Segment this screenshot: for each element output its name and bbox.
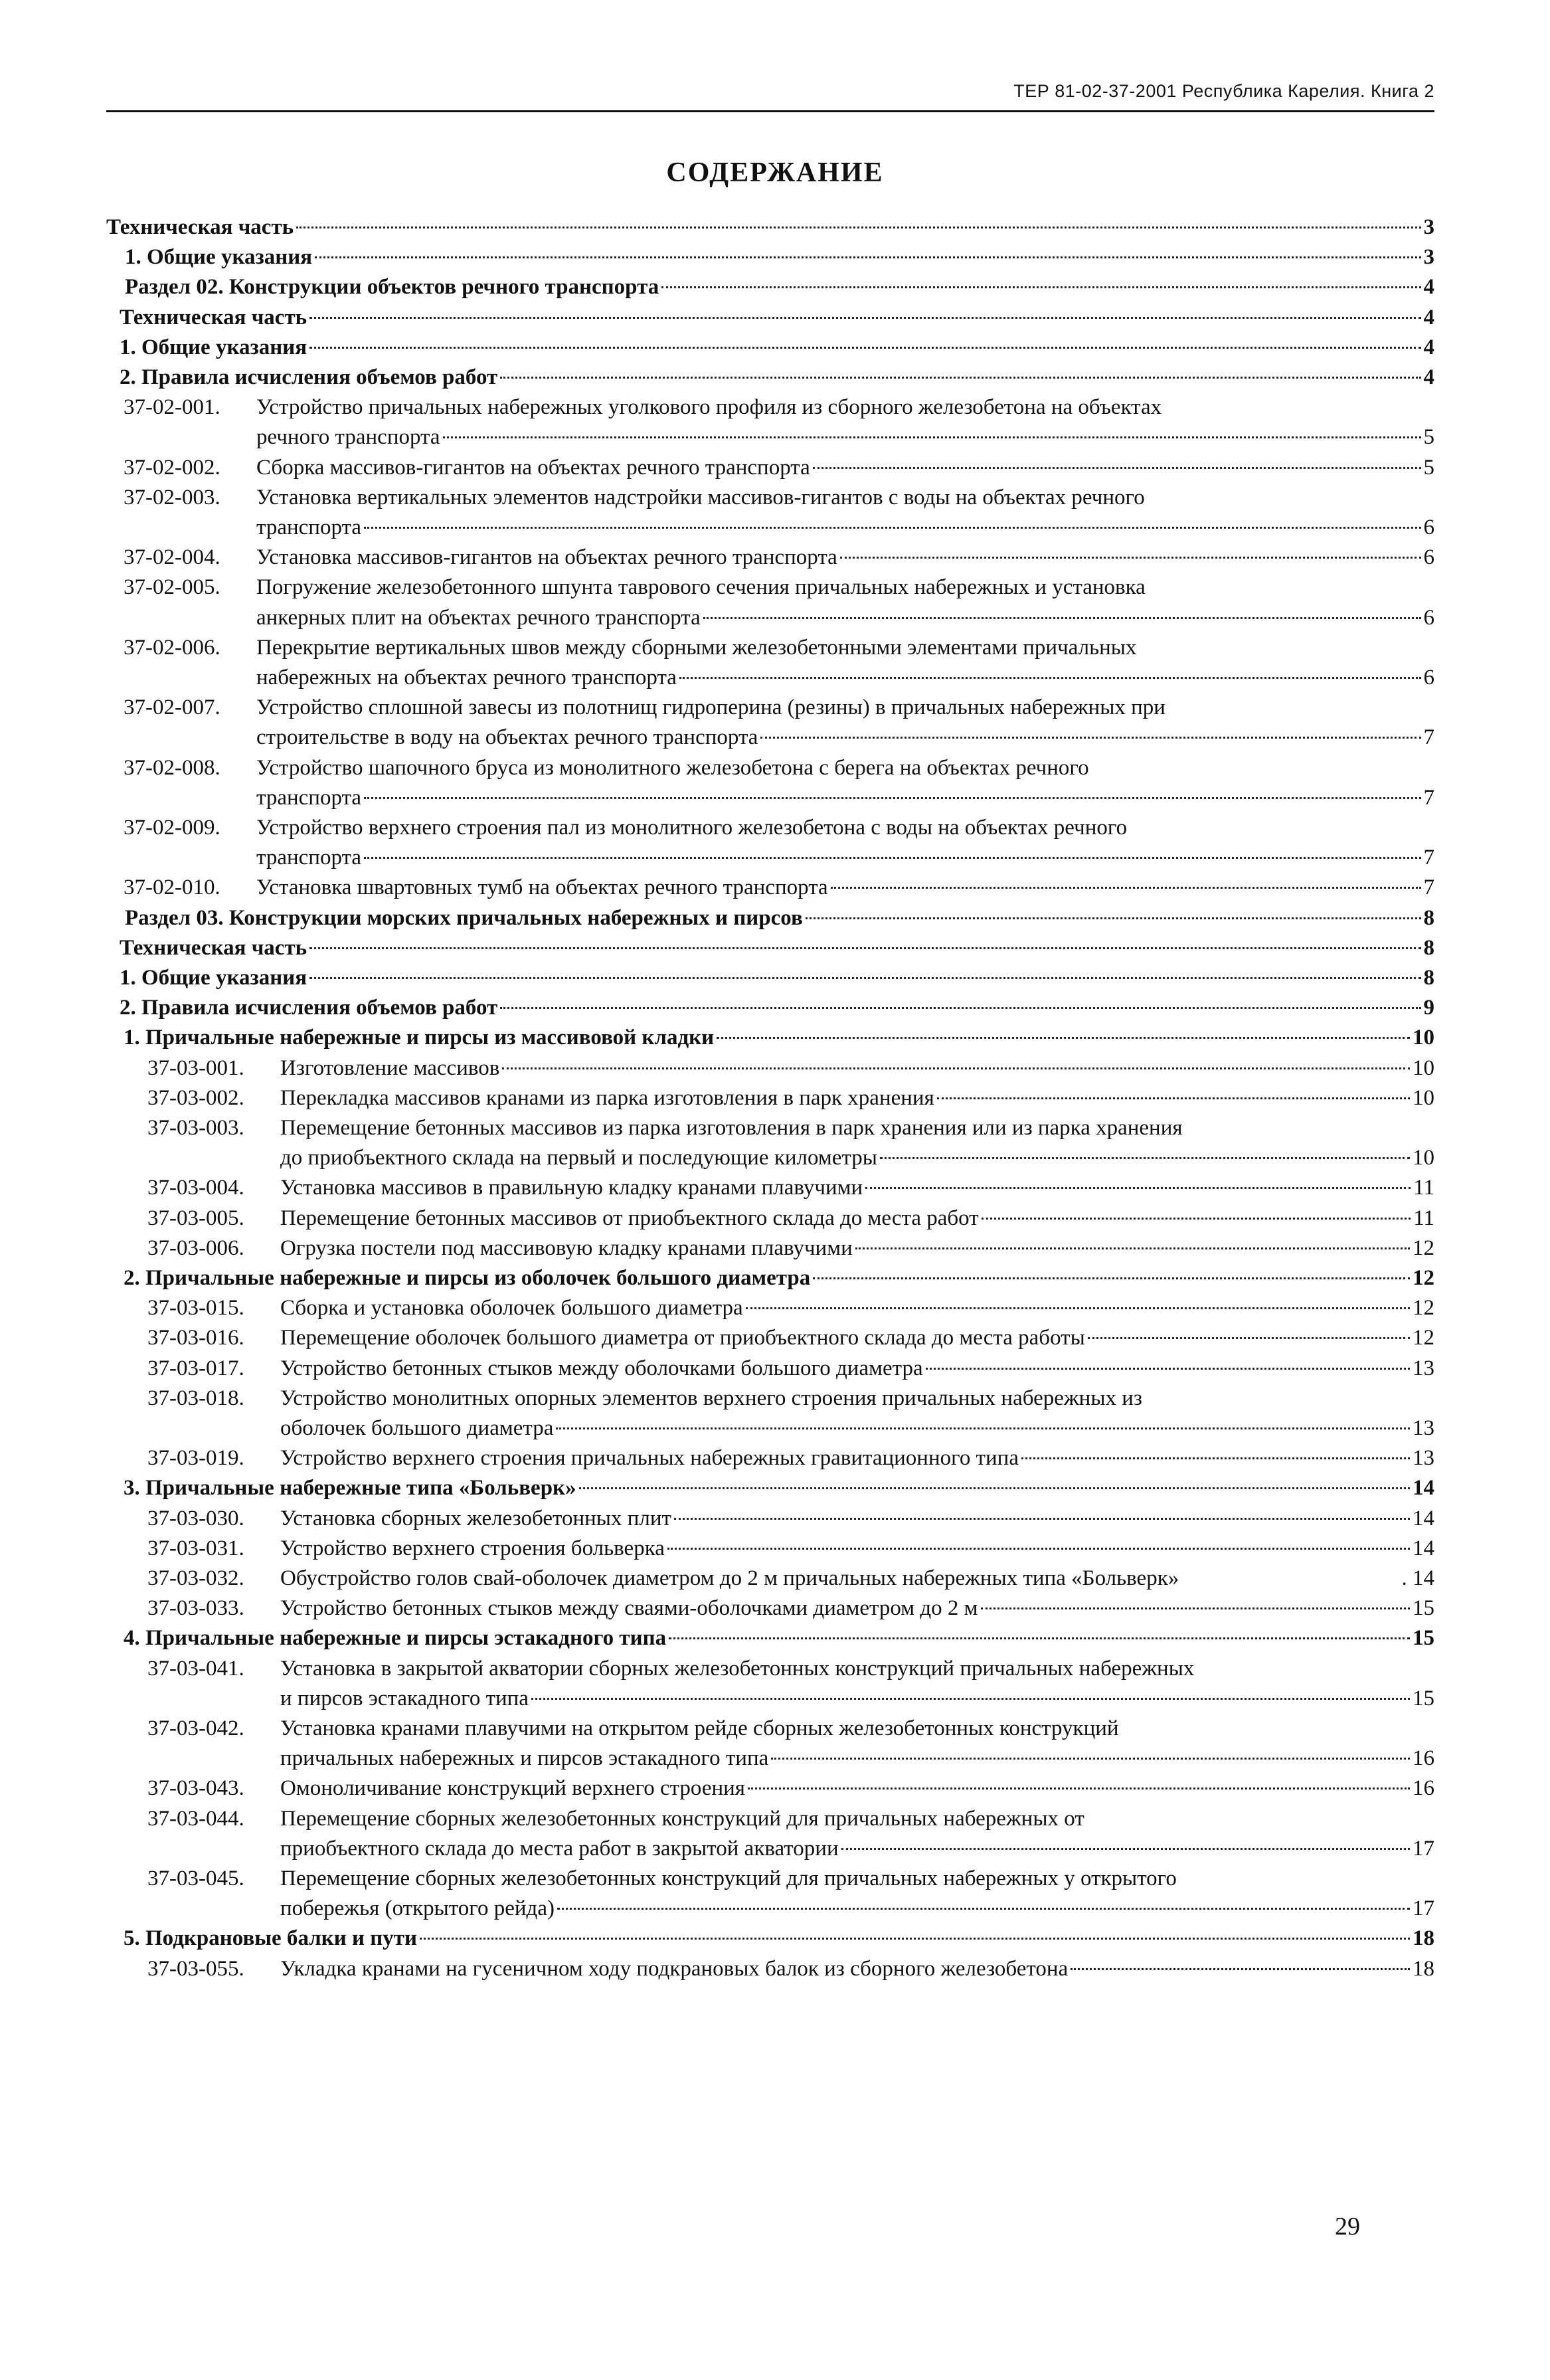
toc-item-title: Изготовление массивов: [280, 1056, 500, 1080]
toc-item-title: транспорта: [256, 515, 361, 539]
dot-leader: [661, 286, 1421, 288]
dot-leader: [579, 1487, 1410, 1489]
toc-item[interactable]: [147, 1714, 1119, 1744]
toc-item-code: 37-02-008.: [124, 756, 220, 780]
toc-item-title: побережья (открытого рейда): [280, 1896, 555, 1920]
toc-item-title: 1. Общие указания: [125, 245, 313, 269]
dot-leader: [309, 347, 1421, 349]
toc-item-title: Техническая часть: [120, 306, 307, 329]
dot-leader: [667, 1548, 1410, 1550]
dot-leader: [500, 377, 1421, 379]
toc-page-number: 16: [1413, 1746, 1434, 1770]
toc-item-title: Огрузка постели под массивовую кладку кранами плавучими: [280, 1236, 853, 1260]
toc-item-title: Укладка кранами на гусеничном ходу подкрановых балок из сборного железобетона: [280, 1957, 1069, 1981]
toc-heading[interactable]: [124, 1023, 1434, 1053]
toc-item[interactable]: [124, 873, 1434, 903]
dot-leader: [865, 1187, 1411, 1189]
toc-heading[interactable]: [106, 213, 1434, 242]
toc-item-title: 2. Причальные набережные и пирсы из оболочек большого диаметра: [124, 1266, 811, 1290]
dot-leader: [364, 797, 1421, 799]
toc-item-title: причальных набережных и пирсов эстакадного типа: [280, 1746, 769, 1770]
page-title: СОДЕРЖАНИЕ: [666, 157, 884, 188]
toc-page-number: . 14: [1401, 1566, 1434, 1590]
toc-page-number: 5: [1423, 456, 1434, 480]
toc-page-number: 8: [1423, 936, 1434, 960]
toc-page-number: 13: [1413, 1446, 1434, 1470]
dot-leader: [760, 737, 1421, 739]
dot-leader: [364, 527, 1421, 529]
toc-item-title: 3. Причальные набережные типа «Больверк»: [124, 1476, 576, 1500]
toc-heading[interactable]: [124, 1924, 1434, 1954]
toc-item-code: 37-02-009.: [124, 816, 220, 840]
toc-item-title: до приобъектного склада на первый и последующие километры: [280, 1146, 877, 1170]
toc-page-number: 4: [1423, 275, 1434, 299]
toc-item-title: Перемещение оболочек большого диаметра от приобъектного склада до места работы: [280, 1326, 1085, 1350]
dot-leader: [746, 1307, 1410, 1309]
toc-page-number: 14: [1413, 1476, 1434, 1500]
toc-page-number: 6: [1423, 606, 1434, 630]
dot-leader: [813, 467, 1421, 469]
toc-item-code: 37-03-055.: [147, 1957, 244, 1981]
toc-item[interactable]: [147, 1564, 1434, 1594]
header-text: ТЕР 81-02-37-2001 Республика Карелия. Книга 2: [1013, 81, 1434, 101]
toc-page-number: 4: [1423, 335, 1434, 359]
toc-item[interactable]: [256, 783, 1434, 813]
toc-item-title: Перекладка массивов кранами из парка изготовления в парк хранения: [280, 1086, 934, 1110]
toc-item-title: Установка вертикальных элементов надстройки массивов-гигантов с воды на объектах речного: [256, 486, 1145, 509]
toc-item-code: 37-02-007.: [124, 695, 220, 719]
toc-item-title: Устройство причальных набережных уголкового профиля из сборного железобетона на объектах: [256, 395, 1162, 419]
toc-item[interactable]: [147, 1864, 1177, 1894]
toc-page-number: 12: [1413, 1296, 1434, 1320]
dot-leader: [443, 436, 1421, 438]
toc-page-number: 6: [1423, 515, 1434, 539]
dot-leader: [813, 1277, 1410, 1279]
toc-item-title: Сборка и установка оболочек большого диаметра: [280, 1296, 743, 1320]
toc-page-number: 7: [1423, 875, 1434, 899]
toc-page-number: 11: [1413, 1176, 1434, 1200]
toc-heading[interactable]: [124, 1473, 1434, 1503]
dot-leader: [500, 1007, 1421, 1009]
toc-item[interactable]: [124, 393, 1162, 422]
toc-item-title: 5. Подкрановые балки и пути: [124, 1926, 418, 1950]
toc-item-title: Устройство верхнего строения причальных набережных гравитационного типа: [280, 1446, 1019, 1470]
toc-page-number: 11: [1413, 1206, 1434, 1230]
toc-item-code: 37-03-033.: [147, 1596, 244, 1620]
toc-item[interactable]: [147, 1954, 1434, 1984]
toc-item[interactable]: [256, 843, 1434, 873]
dot-leader: [806, 917, 1421, 919]
toc-item[interactable]: [256, 723, 1434, 753]
toc-item-title: Сборка массивов-гигантов на объектах речного транспорта: [256, 456, 810, 480]
toc-heading[interactable]: [125, 242, 1434, 272]
dot-leader: [309, 977, 1421, 979]
toc-heading[interactable]: [120, 333, 1434, 363]
toc-item-title: Устройство верхнего строения больверка: [280, 1536, 665, 1560]
dot-leader: [1021, 1457, 1410, 1459]
toc-item-title: транспорта: [256, 786, 361, 810]
dot-leader: [309, 947, 1421, 949]
toc-item-title: Установка кранами плавучими на открытом рейде сборных железобетонных конструкций: [280, 1716, 1119, 1740]
toc-item-code: 37-02-003.: [124, 486, 220, 509]
toc-page-number: 16: [1413, 1776, 1434, 1800]
toc-item-code: 37-03-019.: [147, 1446, 244, 1470]
toc-page-number: 7: [1423, 786, 1434, 810]
toc-page-number: 18: [1413, 1926, 1434, 1950]
toc-item-title: 1. Причальные набережные и пирсы из массивовой кладки: [124, 1026, 715, 1050]
toc-item-title: Техническая часть: [106, 215, 294, 239]
toc-item-title: Перемещение сборных железобетонных конструкций для причальных набережных у открытого: [280, 1867, 1177, 1890]
dot-leader: [1088, 1337, 1410, 1339]
toc-item-title: Перекрытие вертикальных швов между сборными железобетонными элементами причальных: [256, 636, 1137, 660]
toc-page-number: 8: [1423, 966, 1434, 990]
toc-item[interactable]: [280, 1414, 1434, 1443]
toc-heading[interactable]: [120, 993, 1434, 1023]
toc-item-code: 37-02-006.: [124, 636, 220, 660]
toc-page-number: 12: [1413, 1326, 1434, 1350]
toc-item-title: анкерных плит на объектах речного транспорта: [256, 606, 701, 630]
toc-item-code: 37-02-005.: [124, 575, 220, 599]
toc-item-title: Устройство верхнего строения пал из монолитного железобетона с воды на объектах речного: [256, 816, 1128, 840]
toc-item[interactable]: [147, 1804, 1084, 1834]
toc-item[interactable]: [280, 1744, 1434, 1774]
dot-leader: [703, 617, 1421, 619]
toc-page-number: 12: [1413, 1236, 1434, 1260]
toc-item-title: 1. Общие указания: [120, 966, 307, 990]
toc-item-title: 4. Причальные набережные и пирсы эстакадного типа: [124, 1626, 667, 1650]
toc-item[interactable]: [124, 693, 1165, 723]
toc-item-title: Обустройство голов свай-оболочек диаметром до 2 м причальных набережных типа «Больверк»: [280, 1566, 1179, 1590]
toc-item-code: 37-03-003.: [147, 1116, 244, 1140]
dot-leader: [831, 887, 1421, 889]
toc-item-code: 37-02-010.: [124, 875, 220, 899]
toc-item[interactable]: [124, 573, 1146, 602]
toc-heading[interactable]: [124, 1623, 1434, 1653]
toc-item[interactable]: [147, 1534, 1434, 1564]
toc-item[interactable]: [280, 1894, 1434, 1924]
dot-leader: [556, 1427, 1410, 1429]
toc-page-number: 4: [1423, 365, 1434, 389]
toc-item[interactable]: [124, 543, 1434, 573]
toc-item-code: 37-02-004.: [124, 545, 220, 569]
toc-item-code: 37-03-017.: [147, 1356, 244, 1380]
toc-page-number: 18: [1413, 1957, 1434, 1981]
toc-page-number: 7: [1423, 846, 1434, 870]
toc-item-title: Устройство монолитных опорных элементов верхнего строения причальных набережных из: [280, 1386, 1142, 1410]
dot-leader: [1071, 1968, 1410, 1970]
dot-leader: [717, 1037, 1410, 1039]
toc-page-number: 13: [1413, 1356, 1434, 1380]
toc-heading[interactable]: [120, 963, 1434, 993]
dot-leader: [748, 1787, 1410, 1789]
dot-leader: [557, 1908, 1410, 1910]
page-number: 29: [1335, 2213, 1360, 2241]
toc-item-code: 37-03-015.: [147, 1296, 244, 1320]
toc-page-number: 14: [1413, 1536, 1434, 1560]
toc-heading[interactable]: [124, 1263, 1434, 1293]
toc-page-number: 17: [1413, 1837, 1434, 1861]
dot-leader: [840, 557, 1421, 559]
toc-page-number: 15: [1413, 1626, 1434, 1650]
toc-item[interactable]: [147, 1654, 1194, 1684]
toc-item-title: приобъектного склада до места работ в закрытой акватории: [280, 1837, 839, 1861]
toc-page-number: 10: [1413, 1086, 1434, 1110]
toc-item-title: оболочек большого диаметра: [280, 1416, 554, 1440]
toc-item-title: Устройство бетонных стыков между сваями-оболочками диаметром до 2 м: [280, 1596, 978, 1620]
toc-item[interactable]: [147, 1504, 1434, 1534]
toc-item-code: 37-03-001.: [147, 1056, 244, 1080]
toc-item-code: 37-03-041.: [147, 1657, 244, 1681]
toc-item-code: 37-03-042.: [147, 1716, 244, 1740]
dot-leader: [669, 1637, 1410, 1639]
toc-item-title: 1. Общие указания: [120, 335, 307, 359]
toc-item-code: 37-03-044.: [147, 1807, 244, 1831]
running-header: [106, 78, 1434, 112]
toc-page-number: 15: [1413, 1596, 1434, 1620]
toc-item-title: Устройство сплошной завесы из полотнищ гидроперина (резины) в причальных набережных при: [256, 695, 1165, 719]
toc-item-title: Установка массивов-гигантов на объектах речного транспорта: [256, 545, 837, 569]
toc-item[interactable]: [147, 1774, 1434, 1803]
dot-leader: [315, 256, 1421, 258]
toc-item-code: 37-03-002.: [147, 1086, 244, 1110]
toc-item-title: Установка швартовных тумб на объектах речного транспорта: [256, 875, 828, 899]
toc-item-title: Раздел 03. Конструкции морских причальных набережных и пирсов: [125, 906, 803, 930]
toc-heading[interactable]: [120, 363, 1434, 393]
toc-item-code: 37-03-031.: [147, 1536, 244, 1560]
toc-page-number: 3: [1423, 245, 1434, 269]
toc-item-title: Погружение железобетонного шпунта таврового сечения причальных набережных и установка: [256, 575, 1146, 599]
toc-item[interactable]: [147, 1293, 1434, 1323]
dot-leader: [841, 1848, 1410, 1850]
toc-item[interactable]: [147, 1594, 1434, 1623]
toc-item-code: 37-03-043.: [147, 1776, 244, 1800]
toc-item-code: 37-02-001.: [124, 395, 220, 419]
toc-item[interactable]: [147, 1384, 1142, 1414]
toc-item[interactable]: [147, 1354, 1434, 1384]
toc-item[interactable]: [280, 1684, 1434, 1714]
dot-leader: [309, 317, 1421, 319]
toc-item[interactable]: [147, 1204, 1434, 1234]
toc-item[interactable]: [147, 1113, 1183, 1143]
toc-page-number: 17: [1413, 1896, 1434, 1920]
toc-item-title: Установка сборных железобетонных плит: [280, 1507, 671, 1530]
toc-page-number: 14: [1413, 1507, 1434, 1530]
toc-item-code: 37-03-032.: [147, 1566, 244, 1590]
toc-page-number: 8: [1423, 906, 1434, 930]
dot-leader: [364, 857, 1421, 859]
toc-item-title: Устройство бетонных стыков между оболочками большого диаметра: [280, 1356, 923, 1380]
toc-item-title: и пирсов эстакадного типа: [280, 1687, 529, 1710]
dot-leader: [981, 1607, 1410, 1609]
toc-item-title: Перемещение сборных железобетонных конструкций для причальных набережных от: [280, 1807, 1084, 1831]
toc-heading[interactable]: [120, 303, 1434, 333]
dot-leader: [679, 677, 1421, 679]
toc-page-number: 15: [1413, 1687, 1434, 1710]
toc-item-code: 37-03-004.: [147, 1176, 244, 1200]
toc-item-title: строительстве в воду на объектах речного транспорта: [256, 725, 758, 749]
toc-item[interactable]: [147, 1323, 1434, 1353]
toc-item[interactable]: [280, 1834, 1434, 1864]
dot-leader: [531, 1698, 1410, 1700]
toc-item-title: набережных на объектах речного транспорта: [256, 666, 677, 689]
toc-item[interactable]: [124, 453, 1434, 483]
toc-page-number: 5: [1423, 425, 1434, 449]
toc-page-number: 6: [1423, 666, 1434, 689]
toc-item-code: 37-03-045.: [147, 1867, 244, 1890]
toc-item[interactable]: [280, 1143, 1434, 1173]
toc-item-code: 37-02-002.: [124, 456, 220, 480]
toc-page-number: 7: [1423, 725, 1434, 749]
toc-page-number: 12: [1413, 1266, 1434, 1290]
toc-item-title: Установка массивов в правильную кладку кранами плавучими: [280, 1176, 863, 1200]
toc-page-number: 13: [1413, 1416, 1434, 1440]
toc-item-title: Перемещение бетонных массивов от приобъектного склада до места работ: [280, 1206, 979, 1230]
toc-page-number: 6: [1423, 545, 1434, 569]
toc-item-title: 2. Правила исчисления объемов работ: [120, 365, 498, 389]
toc-item-title: Раздел 02. Конструкции объектов речного транспорта: [125, 275, 659, 299]
dot-leader: [771, 1758, 1410, 1760]
toc-item[interactable]: [147, 1173, 1434, 1203]
toc-item-title: Перемещение бетонных массивов из парка изготовления в парк хранения или из парка хранения: [280, 1116, 1183, 1140]
toc-item[interactable]: [256, 603, 1434, 633]
toc-item-title: Омоноличивание конструкций верхнего строения: [280, 1776, 745, 1800]
dot-leader: [855, 1247, 1410, 1249]
toc-item[interactable]: [124, 813, 1127, 843]
toc-item-title: 2. Правила исчисления объемов работ: [120, 996, 498, 1020]
toc-item-title: Техническая часть: [120, 936, 307, 960]
toc-item[interactable]: [124, 753, 1089, 783]
toc-item-title: Установка в закрытой акватории сборных железобетонных конструкций причальных набережных: [280, 1657, 1195, 1681]
toc-item-code: 37-03-006.: [147, 1236, 244, 1260]
dot-leader: [420, 1938, 1410, 1940]
toc-item[interactable]: [124, 483, 1145, 513]
toc-item-code: 37-03-018.: [147, 1386, 244, 1410]
toc-item[interactable]: [147, 1443, 1434, 1473]
toc-heading[interactable]: [120, 933, 1434, 963]
toc-item-code: 37-03-030.: [147, 1507, 244, 1530]
toc-item-title: транспорта: [256, 846, 361, 870]
toc-page-number: 10: [1413, 1026, 1434, 1050]
dot-leader: [502, 1067, 1410, 1069]
dot-leader: [296, 227, 1421, 229]
toc-page-number: 4: [1423, 306, 1434, 329]
toc-item-title: Устройство шапочного бруса из монолитного железобетона с берега на объектах речного: [256, 756, 1089, 780]
toc-item-title: речного транспорта: [256, 425, 440, 449]
dot-leader: [880, 1157, 1410, 1159]
toc-item-code: 37-03-005.: [147, 1206, 244, 1230]
toc-item[interactable]: [256, 663, 1434, 693]
dot-leader: [926, 1368, 1410, 1370]
toc-item[interactable]: [256, 422, 1434, 452]
dot-leader: [937, 1097, 1410, 1099]
toc-page-number: 10: [1413, 1146, 1434, 1170]
toc-page-number: 10: [1413, 1056, 1434, 1080]
toc-page-number: 3: [1423, 215, 1434, 239]
toc-item[interactable]: [147, 1083, 1434, 1113]
toc-item[interactable]: [147, 1234, 1434, 1263]
toc-item-code: 37-03-016.: [147, 1326, 244, 1350]
toc-heading[interactable]: [125, 272, 1434, 302]
toc-item[interactable]: [256, 513, 1434, 543]
toc-item[interactable]: [147, 1053, 1434, 1083]
toc-heading[interactable]: [125, 903, 1434, 933]
toc-item[interactable]: [124, 633, 1136, 663]
dot-leader: [982, 1218, 1411, 1220]
dot-leader: [674, 1518, 1410, 1520]
toc-page-number: 9: [1423, 996, 1434, 1020]
